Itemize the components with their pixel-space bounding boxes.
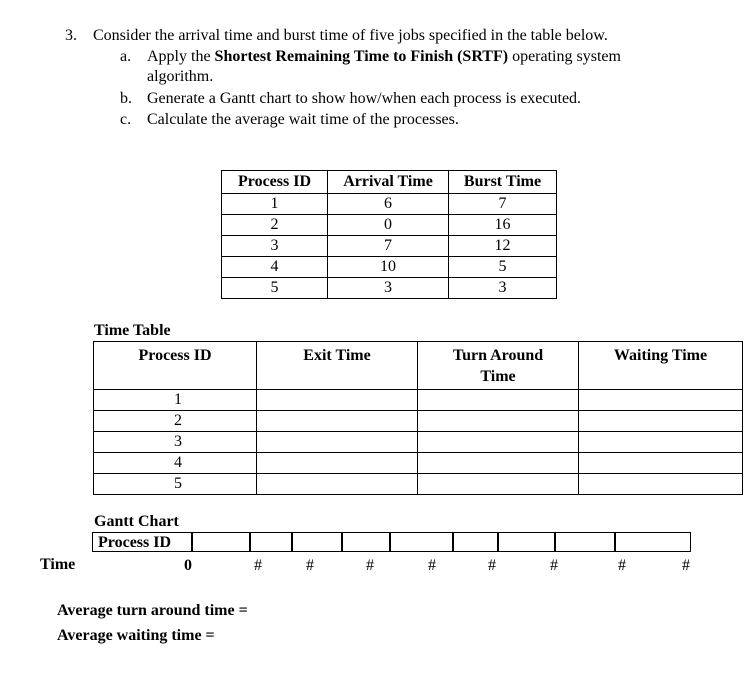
- cell-burst-time: 5: [449, 257, 557, 278]
- cell-burst-time: 16: [449, 215, 557, 236]
- cell-waiting-time[interactable]: [579, 453, 743, 474]
- cell-process-id: 1: [94, 390, 257, 411]
- cell-turnaround-time[interactable]: [418, 390, 579, 411]
- part-b-letter: b.: [120, 90, 132, 107]
- table-row: [94, 432, 743, 453]
- cell-process-id: 5: [222, 278, 328, 299]
- gantt-time-label: Time: [40, 556, 76, 573]
- cell-process-id: 3: [222, 236, 328, 257]
- header-exit-time: Exit Time: [257, 342, 418, 390]
- gantt-cell[interactable]: [292, 532, 342, 552]
- cell-arrival-time: 3: [328, 278, 449, 299]
- arrival-burst-table: [221, 170, 557, 299]
- gantt-cell[interactable]: [192, 532, 250, 552]
- cell-waiting-time[interactable]: [579, 432, 743, 453]
- cell-arrival-time: 0: [328, 215, 449, 236]
- table-row: [222, 236, 557, 257]
- gantt-tick: #: [682, 557, 690, 574]
- table-row: [94, 453, 743, 474]
- cell-exit-time[interactable]: [257, 474, 418, 495]
- gantt-cell[interactable]: [453, 532, 498, 552]
- gantt-cell[interactable]: [555, 532, 615, 552]
- gantt-start-time: 0: [184, 557, 192, 574]
- cell-burst-time: 7: [449, 194, 557, 215]
- table-row: [222, 215, 557, 236]
- part-a-text: Apply the Shortest Remaining Time to Finish (SRTF) operating system: [147, 48, 621, 65]
- cell-arrival-time: 10: [328, 257, 449, 278]
- header-burst-time: Burst Time: [449, 171, 557, 194]
- gantt-tick: #: [254, 557, 262, 574]
- cell-turnaround-time[interactable]: [418, 411, 579, 432]
- table-row: [94, 411, 743, 432]
- cell-burst-time: 3: [449, 278, 557, 299]
- time-table: [93, 341, 743, 495]
- header-process-id: Process ID: [222, 171, 328, 194]
- part-a-text-line2: algorithm.: [147, 68, 214, 85]
- cell-process-id: 2: [94, 411, 257, 432]
- cell-process-id: 2: [222, 215, 328, 236]
- header-waiting-time: Waiting Time: [579, 342, 743, 390]
- gantt-tick: #: [306, 557, 314, 574]
- question-stem: Consider the arrival time and burst time of five jobs specified in the table below.: [93, 27, 608, 44]
- cell-turnaround-time[interactable]: [418, 432, 579, 453]
- average-turnaround-label: Average turn around time =: [57, 602, 248, 619]
- cell-exit-time[interactable]: [257, 432, 418, 453]
- gantt-tick: #: [366, 557, 374, 574]
- cell-arrival-time: 6: [328, 194, 449, 215]
- cell-waiting-time[interactable]: [579, 474, 743, 495]
- cell-process-id: 4: [222, 257, 328, 278]
- gantt-tick: #: [488, 557, 496, 574]
- cell-turnaround-time[interactable]: [418, 453, 579, 474]
- cell-exit-time[interactable]: [257, 453, 418, 474]
- table-row: [222, 194, 557, 215]
- header-arrival-time: Arrival Time: [328, 171, 449, 194]
- average-waiting-label: Average waiting time =: [57, 627, 215, 644]
- gantt-tick: #: [618, 557, 626, 574]
- question-number: 3.: [65, 27, 77, 44]
- table-row: [94, 474, 743, 495]
- cell-process-id: 3: [94, 432, 257, 453]
- header-turn-around-time: Turn Around Time: [418, 342, 579, 390]
- gantt-tick: #: [550, 557, 558, 574]
- part-c-text: Calculate the average wait time of the processes.: [147, 111, 459, 128]
- gantt-tick: #: [428, 557, 436, 574]
- gantt-cell[interactable]: [615, 532, 691, 552]
- table-row: [222, 278, 557, 299]
- cell-waiting-time[interactable]: [579, 411, 743, 432]
- cell-turnaround-time[interactable]: [418, 474, 579, 495]
- part-b-text: Generate a Gantt chart to show how/when each process is executed.: [147, 90, 582, 107]
- cell-process-id: 4: [94, 453, 257, 474]
- gantt-cell[interactable]: [498, 532, 555, 552]
- time-table-title: Time Table: [94, 322, 171, 339]
- gantt-cell[interactable]: [390, 532, 453, 552]
- table-row: [94, 390, 743, 411]
- cell-process-id: 1: [222, 194, 328, 215]
- header-process-id: Process ID: [94, 342, 257, 390]
- cell-exit-time[interactable]: [257, 411, 418, 432]
- cell-waiting-time[interactable]: [579, 390, 743, 411]
- table-row: [222, 257, 557, 278]
- cell-exit-time[interactable]: [257, 390, 418, 411]
- gantt-cell[interactable]: [342, 532, 390, 552]
- part-a-letter: a.: [120, 48, 132, 65]
- cell-process-id: 5: [94, 474, 257, 495]
- part-c-letter: c.: [120, 111, 132, 128]
- cell-burst-time: 12: [449, 236, 557, 257]
- gantt-cell[interactable]: [250, 532, 292, 552]
- cell-arrival-time: 7: [328, 236, 449, 257]
- gantt-title: Gantt Chart: [94, 513, 179, 530]
- gantt-row-label: Process ID: [92, 532, 192, 552]
